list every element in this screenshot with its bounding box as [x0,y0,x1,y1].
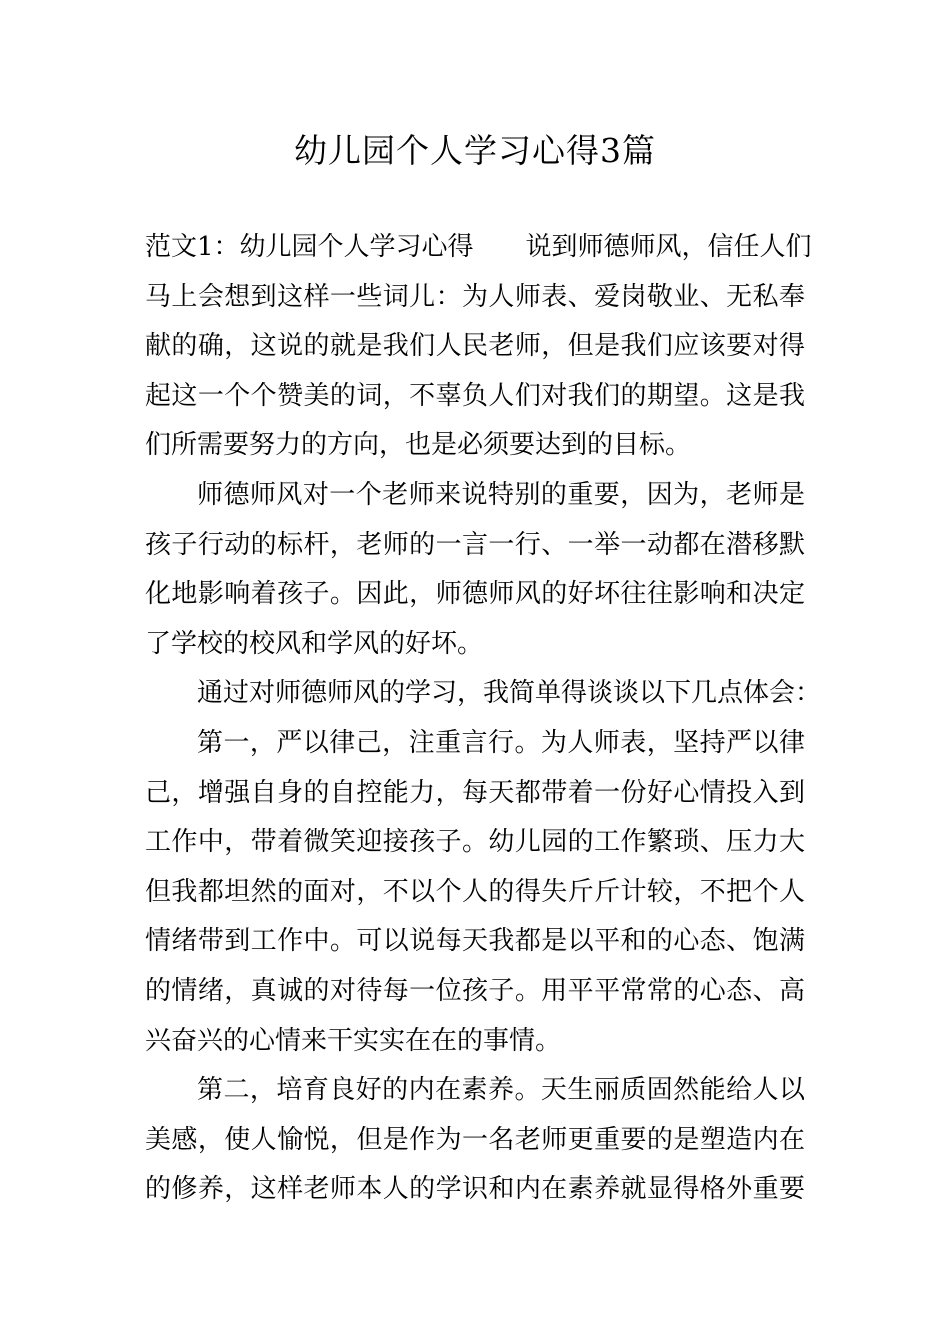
text-line: 范文1：幼儿园个人学习心得 说到师德师风，信任人们 [145,232,812,262]
text-line: 们所需要努力的方向，也是必须要达到的目标。 [145,430,692,461]
text-line: 师德师风对一个老师来说特别的重要，因为，老师是 [197,479,805,510]
text-line: 起这一个个赞美的词，不辜负人们对我们的期望。这是我 [145,380,805,411]
text-line: 化地影响着孩子。因此，师德师风的好坏往往影响和决定 [145,579,805,610]
text-line: 了学校的校风和学风的好坏。 [145,628,484,659]
text-line: 的情绪，真诚的对待每一位孩子。用平平常常的心态、高 [145,975,805,1006]
text-line: 第二，培育良好的内在素养。天生丽质固然能给人以 [197,1075,805,1106]
document-title: 幼儿园个人学习心得3篇 [294,131,656,170]
text-line: 情绪带到工作中。可以说每天我都是以平和的心态、饱满 [145,926,805,957]
text-line: 的修养，这样老师本人的学识和内在素养就显得格外重要 [145,1174,805,1205]
text-line: 第一，严以律己，注重言行。为人师表，坚持严以律 [197,727,805,758]
text-line: 通过对师德师风的学习，我简单得谈谈以下几点体会： [197,678,822,709]
document-body [145,223,822,1215]
text-line: 己，增强自身的自控能力，每天都带着一份好心情投入到 [145,777,805,808]
text-line: 献的确，这说的就是我们人民老师，但是我们应该要对得 [145,331,805,362]
text-line: 美感，使人愉悦，但是作为一名老师更重要的是塑造内在 [145,1124,805,1155]
text-line: 但我都坦然的面对，不以个人的得失斤斤计较，不把个人 [145,876,805,907]
text-line: 工作中，带着微笑迎接孩子。幼儿园的工作繁琐、压力大 [145,827,805,858]
text-line: 马上会想到这样一些词儿：为人师表、爱岗敬业、无私奉 [145,281,805,312]
text-line: 孩子行动的标杆，老师的一言一行、一举一动都在潜移默 [145,529,805,560]
text-line: 兴奋兴的心情来干实实在在的事情。 [145,1025,562,1056]
